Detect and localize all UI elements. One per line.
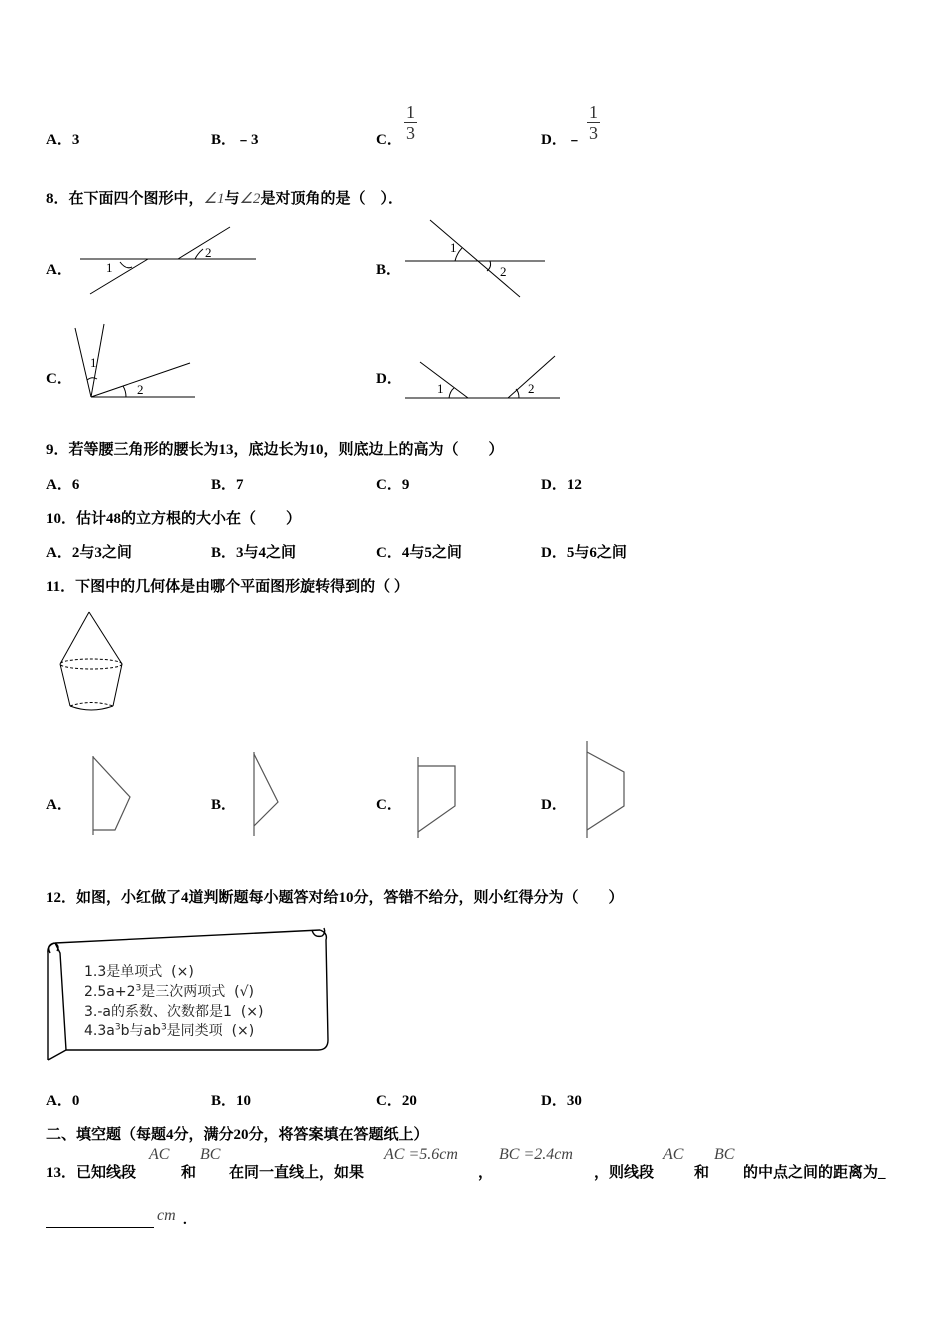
q8-b-angle-1: 1: [450, 240, 457, 255]
q11-option-b-label: B．: [211, 797, 237, 813]
q9-option-c: C．9: [376, 477, 410, 493]
q10-option-b: B．3与4之间: [211, 545, 297, 561]
q8-c-angle-1: 1: [90, 355, 97, 370]
q13-bc: BC: [200, 1146, 221, 1163]
q12-scroll-line-2: $2.5a+2^3$是三次两项式 (√): [84, 983, 254, 1000]
q7-option-c-label: C．: [376, 132, 402, 148]
q13-answer-blank[interactable]: [46, 1227, 154, 1228]
q13-unit: cm: [157, 1207, 176, 1224]
q13-bc-equation: BC =2.4cm: [499, 1146, 573, 1163]
q8-stem: 8．在下面四个图形中，∠1与∠2是对顶角的是（ ）．: [46, 191, 403, 207]
q10-option-c: C．4与5之间: [376, 545, 462, 561]
q11-option-d-label: D．: [541, 797, 567, 813]
q13-ac-2: AC: [663, 1146, 684, 1163]
q9-option-b: B．7: [211, 477, 244, 493]
q12-scroll-line-4: $4.3a^3b$与$ab^3$是同类项 (×): [84, 1022, 255, 1039]
q11-option-a-label: A．: [46, 797, 72, 813]
q11-stem: 11．下图中的几何体是由哪个平面图形旋转得到的（ ）: [46, 579, 409, 595]
q12-option-b: B．10: [211, 1093, 252, 1109]
q12-option-c: C．20: [376, 1093, 417, 1109]
q13-prefix: 13．已知线段: [46, 1165, 137, 1181]
q13-comma: ，: [478, 1165, 494, 1181]
q12-scroll-line-3: 3.-a的系数、次数都是1 (×): [84, 1004, 264, 1020]
q12-option-a: A．0: [46, 1093, 80, 1109]
q13-mid-2: ，则线段: [594, 1165, 655, 1181]
q13-ac: AC: [149, 1146, 170, 1163]
q8-c-angle-2: 2: [137, 382, 144, 397]
q13-bc-2: BC: [714, 1146, 735, 1163]
q12-stem: 12．如图，小红做了4道判断题每小题答对给10分，答错不给分，则小红得分为（ ）: [46, 890, 624, 906]
q10-option-a: A．2与3之间: [46, 545, 132, 561]
q10-option-d: D．5与6之间: [541, 545, 627, 561]
q13-suffix: 的中点之间的距离为_: [743, 1165, 886, 1181]
q7-option-c-fraction: $\frac{1}{3}$: [406, 102, 415, 143]
q8-d-angle-1: 1: [437, 381, 444, 396]
q8-d-angle-2: 2: [528, 381, 535, 396]
q9-option-a: A．6: [46, 477, 80, 493]
q9-stem: 9．若等腰三角形的腰长为13，底边长为10，则底边上的高为（ ）: [46, 442, 504, 458]
q13-ac-equation: AC =5.6cm: [384, 1146, 458, 1163]
q9-option-d: D．12: [541, 477, 582, 493]
q12-scroll-line-1: 1.3是单项式 (×): [84, 964, 194, 980]
q8-a-angle-2: 2: [205, 245, 212, 260]
q13-mid-1: 在同一直线上，如果: [229, 1165, 365, 1181]
q13-and-1: 和: [181, 1165, 197, 1181]
q10-stem: 10．估计48的立方根的大小在（ ）: [46, 511, 302, 527]
q7-option-a: A．3: [46, 132, 80, 148]
q7-option-d-label: D．﹣: [541, 132, 582, 148]
q8-option-b-label: B．: [376, 262, 402, 278]
q8-option-d-label: D．: [376, 371, 402, 387]
q8-option-a-label: A．: [46, 262, 72, 278]
q7-option-d-fraction: $\frac{1}{3}$: [589, 102, 598, 143]
q13-and-2: 和: [694, 1165, 710, 1181]
q13-end: .: [183, 1212, 187, 1228]
q8-option-c-label: C．: [46, 371, 72, 387]
section-2-title: 二、填空题（每题4分，满分20分，将答案填在答题纸上）: [46, 1127, 429, 1143]
q7-option-b: B．﹣3: [211, 132, 259, 148]
q12-option-d: D．30: [541, 1093, 582, 1109]
q8-b-angle-2: 2: [500, 264, 507, 279]
q8-a-angle-1: 1: [106, 260, 113, 275]
q11-option-c-label: C．: [376, 797, 402, 813]
